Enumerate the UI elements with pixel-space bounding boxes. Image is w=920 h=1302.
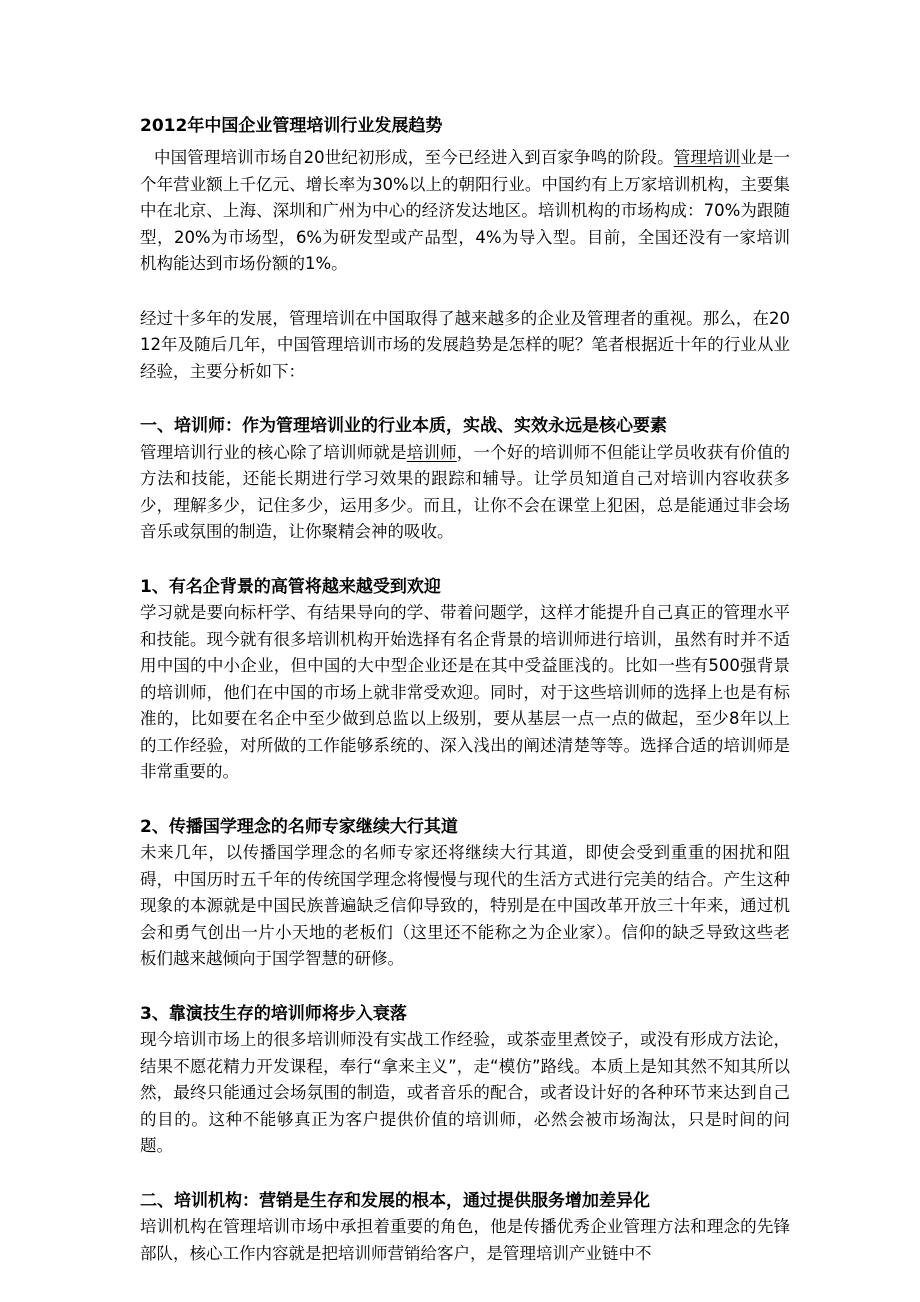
document-title: 2012年中国企业管理培训行业发展趋势 (140, 116, 443, 136)
section-heading-trainer: 一、培训师：作为管理培训业的行业本质，实战、实效永远是核心要素 (140, 416, 667, 436)
document-page (140, 113, 790, 1295)
section-heading-executives: 1、有名企背景的高管将越来越受到欢迎 (140, 576, 441, 597)
section-trainer (140, 413, 790, 546)
trainer-text-after: ，一个好的培训师不但能让学员收获有价值的方法和技能，还能长期进行学习效果的跟踪和辅导。让学员知道自己对培训内容收获多少，理解多少，记住多少，运用多少。而且，让你不会在课堂上犯困，总是能通过非会场音乐或氛围的制造，让你聚精会神的吸收。 (140, 442, 791, 541)
section-heading-sinology: 2、传播国学理念的名师专家继续大行其道 (140, 816, 458, 837)
section-decline (140, 1001, 790, 1160)
intro-text-after: 业是一个年营业额上千亿元、增长率为30%以上的朝阳行业。中国约有上万家培训机构，主要集中在北京、上海、深圳和广州为中心的经济发达地区。培训机构的市场构成：70%为跟随型，20%为市场型，6%为研发型或产品型，4%为导入型。目前，全国还没有一家培训机构能达到市场份额的1%。 (140, 148, 791, 273)
overview-paragraph: 经过十多年的发展，管理培训在中国取得了越来越多的企业及管理者的重视。那么，在2012年及随后几年，中国管理培训市场的发展趋势是怎样的呢？笔者根据近十年的行业从业经验，主要分析如下： (140, 308, 790, 381)
section-sinology (140, 814, 790, 973)
intro-text-before: 中国管理培训市场自20世纪初形成，至今已经进入到百家争鸣的阶段。 (154, 148, 674, 167)
management-training-link[interactable]: 管理培训 (673, 148, 741, 167)
section-body-executives: 学习就是要向标杆学、有结果导向的学、带着问题学，这样才能提升自己真正的管理水平和技能。现今就有很多培训机构开始选择有名企背景的培训师进行培训，虽然有时并不适用中国的中小企业，但中国的大中型企业还是在其中受益匪浅的。比如一些有500强背景的培训师，他们在中国的市场上就非常受欢迎。同时，对于这些培训师的选择上也是有标准的，比如要在名企中至少做到总监以上级别，要从基层一点一点的做起，至少8年以上的工作经验，对所做的工作能够系统的、深入浅出的阐述清楚等等。选择合适的培训师是非常重要的。 (140, 603, 790, 781)
trainer-text-before: 管理培训行业的核心除了培训师就是 (140, 442, 407, 462)
section-heading-institutions: 二、培训机构：营销是生存和发展的根本，通过提供服务增加差异化 (140, 1190, 650, 1211)
section-executives (140, 574, 790, 786)
section-body-decline: 现今培训市场上的很多培训师没有实战工作经验，或茶壶里煮饺子，或没有形成方法论，结果不愿花精力开发课程，奉行“拿来主义”，走“模仿”路线。本质上是知其然不知其所以然，最终只能通过会场氛围的制造，或者音乐的配合，或者设计好的各种环节来达到自己的目的。这种不能够真正为客户提供价值的培训师，必然会被市场淘汰，只是时间的问题。 (140, 1030, 790, 1155)
section-institutions (140, 1188, 790, 1268)
section-body-sinology: 未来几年，以传播国学理念的名师专家还将继续大行其道，即使会受到重重的困扰和阻碍，中国历时五千年的传统国学理念将慢慢与现代的生活方式进行完美的结合。产生这种现象的本源就是中国民族普遍缺乏信仰导致的，特别是在中国改革开放三十年来，通过机会和勇气创出一片小天地的老板们（这里还不能称之为企业家）。信仰的缺乏导致这些老板们越来越倾向于国学智慧的研修。 (140, 843, 790, 968)
trainer-link[interactable]: 培训师 (406, 442, 457, 462)
section-body-trainer (140, 440, 790, 546)
section-heading-decline: 3、靠演技生存的培训师将步入衰落 (140, 1003, 407, 1024)
section-body-institutions: 培训机构在管理培训市场中承担着重要的角色，他是传播优秀企业管理方法和理念的先锋部队，核心工作内容就是把培训师营销给客户，是管理培训产业链中不 (140, 1217, 790, 1263)
intro-paragraph (140, 145, 790, 278)
